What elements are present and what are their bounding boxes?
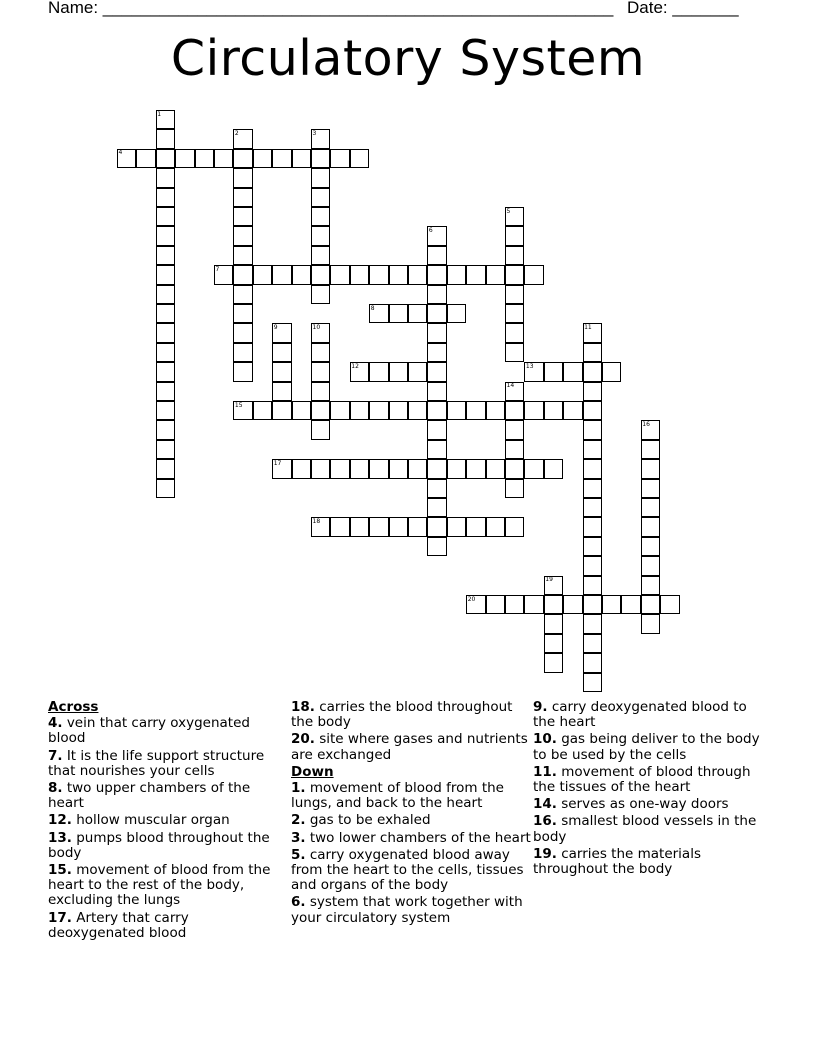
grid-cell[interactable]: [427, 382, 446, 401]
clue-text: pumps blood throughout the body: [48, 829, 270, 861]
grid-cell[interactable]: [233, 285, 252, 304]
grid-cell[interactable]: [311, 207, 330, 226]
grid-cell[interactable]: [583, 537, 602, 556]
clue-number: 8.: [48, 780, 63, 797]
clue-number-label: 2: [234, 129, 239, 137]
grid-cell[interactable]: [272, 343, 291, 362]
grid-cell[interactable]: [602, 362, 621, 381]
grid-cell[interactable]: [156, 168, 175, 187]
clue-number-label: 9: [273, 323, 278, 331]
grid-cell[interactable]: [641, 420, 660, 439]
grid-cell[interactable]: [156, 285, 175, 304]
grid-cell[interactable]: [233, 323, 252, 342]
clue-text: movement of blood through the tissues of the heart: [533, 763, 751, 796]
name-field[interactable]: Name: ______________________________________________________: [48, 0, 614, 17]
clue-number: 11.: [533, 763, 557, 780]
clue-number: 3.: [291, 829, 306, 846]
grid-cell[interactable]: [447, 459, 466, 478]
grid-cell[interactable]: [641, 459, 660, 478]
grid-cell[interactable]: [583, 440, 602, 459]
grid-cell[interactable]: [233, 168, 252, 187]
clue-number: 17.: [48, 909, 72, 926]
grid-cell[interactable]: [272, 265, 291, 284]
grid-cell[interactable]: [583, 576, 602, 595]
grid-cell[interactable]: [311, 420, 330, 439]
clue-number: 7.: [48, 747, 63, 764]
clue-text: two lower chambers of the heart: [305, 829, 531, 846]
grid-cell[interactable]: [292, 149, 311, 168]
grid-cell[interactable]: [427, 459, 446, 478]
grid-cell[interactable]: [233, 188, 252, 207]
grid-cell[interactable]: [350, 517, 369, 536]
grid-cell[interactable]: [563, 595, 582, 614]
grid-cell[interactable]: [156, 382, 175, 401]
grid-cell[interactable]: [505, 420, 524, 439]
grid-cell[interactable]: [175, 149, 194, 168]
grid-cell[interactable]: [156, 323, 175, 342]
grid-cell[interactable]: [427, 343, 446, 362]
across-clue: [48, 813, 288, 828]
grid-cell[interactable]: [408, 517, 427, 536]
grid-cell[interactable]: [505, 401, 524, 420]
grid-cell[interactable]: [330, 459, 349, 478]
grid-cell[interactable]: [427, 401, 446, 420]
grid-cell[interactable]: [233, 149, 252, 168]
grid-cell[interactable]: [272, 382, 291, 401]
grid-cell[interactable]: [544, 653, 563, 672]
date-field[interactable]: Date: _______: [627, 0, 739, 17]
grid-cell[interactable]: [641, 576, 660, 595]
grid-cell[interactable]: [272, 362, 291, 381]
grid-cell[interactable]: [311, 517, 330, 536]
grid-cell[interactable]: [641, 595, 660, 614]
grid-cell[interactable]: [350, 459, 369, 478]
grid-cell[interactable]: [583, 634, 602, 653]
clue-number-label: 6: [428, 226, 433, 234]
grid-cell[interactable]: [311, 285, 330, 304]
grid-cell[interactable]: [311, 382, 330, 401]
grid-cell[interactable]: [350, 265, 369, 284]
grid-cell[interactable]: [389, 265, 408, 284]
grid-cell[interactable]: [389, 517, 408, 536]
clue-number-label: 18: [312, 517, 321, 525]
grid-cell[interactable]: [583, 517, 602, 536]
grid-cell[interactable]: [563, 401, 582, 420]
clue-number: 10.: [533, 731, 557, 748]
grid-cell[interactable]: [156, 265, 175, 284]
across-clue: [48, 831, 288, 861]
grid-cell[interactable]: [369, 517, 388, 536]
grid-cell[interactable]: [427, 285, 446, 304]
grid-cell[interactable]: [427, 323, 446, 342]
grid-cell[interactable]: [641, 556, 660, 575]
grid-cell[interactable]: [156, 343, 175, 362]
grid-cell[interactable]: [156, 110, 175, 129]
clue-text: carries the blood throughout the body: [291, 699, 513, 731]
grid-cell[interactable]: [641, 537, 660, 556]
grid-cell[interactable]: [156, 479, 175, 498]
clue-text: vein that carry oxygenated blood: [48, 715, 250, 747]
grid-cell[interactable]: [311, 226, 330, 245]
clue-number: 16.: [533, 813, 557, 830]
clue-column-3: [533, 700, 773, 879]
clue-text: gas to be exhaled: [305, 812, 431, 829]
clue-text: movement of blood from the lungs, and back to the heart: [291, 780, 504, 812]
across-clue: [48, 716, 288, 746]
grid-cell[interactable]: [447, 401, 466, 420]
grid-cell[interactable]: [195, 149, 214, 168]
grid-cell[interactable]: [330, 401, 349, 420]
grid-cell[interactable]: [505, 343, 524, 362]
grid-cell[interactable]: [330, 517, 349, 536]
grid-cell[interactable]: [505, 265, 524, 284]
grid-cell[interactable]: [486, 265, 505, 284]
clue-text: carries the materials throughout the body: [533, 845, 701, 878]
grid-cell[interactable]: [117, 149, 136, 168]
grid-cell[interactable]: [544, 595, 563, 614]
grid-cell[interactable]: [505, 382, 524, 401]
clue-text: site where gases and nutrients are exchanged: [291, 731, 528, 763]
grid-cell[interactable]: [427, 498, 446, 517]
grid-cell[interactable]: [233, 362, 252, 381]
grid-cell[interactable]: [214, 265, 233, 284]
grid-cell[interactable]: [214, 149, 233, 168]
down-clue: [291, 895, 531, 925]
clue-number-label: 7: [215, 265, 220, 273]
grid-cell[interactable]: [583, 343, 602, 362]
grid-cell[interactable]: [583, 401, 602, 420]
grid-cell[interactable]: [350, 149, 369, 168]
grid-cell[interactable]: [544, 401, 563, 420]
grid-cell[interactable]: [369, 401, 388, 420]
grid-cell[interactable]: [233, 343, 252, 362]
grid-cell[interactable]: [427, 246, 446, 265]
grid-cell[interactable]: [272, 401, 291, 420]
across-clue: [48, 863, 288, 909]
grid-cell[interactable]: [156, 188, 175, 207]
clue-column-2: [291, 700, 531, 928]
grid-cell[interactable]: [389, 304, 408, 323]
clue-number: 15.: [48, 862, 72, 879]
clue-text: smallest blood vessels in the body: [533, 813, 757, 845]
grid-cell[interactable]: [253, 265, 272, 284]
grid-cell[interactable]: [583, 614, 602, 633]
grid-cell[interactable]: [408, 304, 427, 323]
grid-cell[interactable]: [156, 459, 175, 478]
grid-cell[interactable]: [408, 265, 427, 284]
grid-cell[interactable]: [466, 459, 485, 478]
grid-cell[interactable]: [505, 207, 524, 226]
grid-cell[interactable]: [156, 401, 175, 420]
page-title: Circulatory System: [170, 30, 646, 87]
grid-cell[interactable]: [524, 362, 543, 381]
grid-cell[interactable]: [583, 653, 602, 672]
grid-cell[interactable]: [408, 401, 427, 420]
grid-cell[interactable]: [292, 401, 311, 420]
clue-number-label: 1: [157, 110, 162, 118]
grid-cell[interactable]: [486, 401, 505, 420]
grid-cell[interactable]: [583, 382, 602, 401]
grid-cell[interactable]: [466, 265, 485, 284]
grid-cell[interactable]: [602, 595, 621, 614]
grid-cell[interactable]: [330, 265, 349, 284]
clue-number: 19.: [533, 845, 557, 862]
clue-text: gas being deliver to the body to be used by the cells: [533, 731, 760, 763]
grid-cell[interactable]: [466, 401, 485, 420]
grid-cell[interactable]: [253, 149, 272, 168]
down-clue: [291, 831, 531, 846]
grid-cell[interactable]: [583, 323, 602, 342]
grid-cell[interactable]: [505, 595, 524, 614]
clue-number-label: 20: [467, 595, 476, 603]
clue-number-label: 15: [234, 401, 243, 409]
grid-cell[interactable]: [311, 188, 330, 207]
clue-number-label: 11: [584, 323, 592, 331]
grid-cell[interactable]: [583, 595, 602, 614]
down-clue: [291, 781, 531, 811]
grid-cell[interactable]: [233, 129, 252, 148]
clue-number: 6.: [291, 894, 306, 911]
grid-cell[interactable]: [156, 420, 175, 439]
grid-cell[interactable]: [544, 459, 563, 478]
grid-cell[interactable]: [136, 149, 155, 168]
grid-cell[interactable]: [505, 323, 524, 342]
grid-cell[interactable]: [427, 440, 446, 459]
grid-cell[interactable]: [233, 207, 252, 226]
clue-number: 4.: [48, 715, 63, 732]
grid-cell[interactable]: [427, 265, 446, 284]
clue-number: 1.: [291, 780, 306, 797]
grid-cell[interactable]: [544, 362, 563, 381]
clue-number-label: 4: [118, 149, 123, 157]
grid-cell[interactable]: [583, 673, 602, 692]
grid-cell[interactable]: [641, 479, 660, 498]
grid-cell[interactable]: [544, 634, 563, 653]
clue-number: 9.: [533, 699, 548, 715]
grid-cell[interactable]: [156, 226, 175, 245]
grid-cell[interactable]: [389, 401, 408, 420]
grid-cell[interactable]: [505, 517, 524, 536]
grid-cell[interactable]: [583, 498, 602, 517]
grid-cell[interactable]: [272, 323, 291, 342]
grid-cell[interactable]: [156, 362, 175, 381]
grid-cell[interactable]: [524, 595, 543, 614]
grid-cell[interactable]: [447, 265, 466, 284]
grid-cell[interactable]: [544, 614, 563, 633]
grid-cell[interactable]: [311, 246, 330, 265]
grid-cell[interactable]: [466, 517, 485, 536]
grid-cell[interactable]: [311, 343, 330, 362]
grid-cell[interactable]: [369, 459, 388, 478]
down-clue: [291, 848, 531, 894]
clue-text: It is the life support structure that nourishes your cells: [48, 747, 265, 779]
grid-cell[interactable]: [447, 304, 466, 323]
grid-cell[interactable]: [447, 517, 466, 536]
grid-cell[interactable]: [524, 265, 543, 284]
grid-cell[interactable]: [292, 265, 311, 284]
grid-cell[interactable]: [233, 246, 252, 265]
grid-cell[interactable]: [505, 246, 524, 265]
clue-text: system that work together with your circulatory system: [291, 894, 523, 926]
grid-cell[interactable]: [505, 304, 524, 323]
grid-cell[interactable]: [311, 129, 330, 148]
grid-cell[interactable]: [466, 595, 485, 614]
grid-cell[interactable]: [583, 459, 602, 478]
clue-text: two upper chambers of the heart: [48, 780, 251, 812]
grid-cell[interactable]: [311, 265, 330, 284]
clue-number-label: 8: [370, 304, 375, 312]
grid-cell[interactable]: [641, 440, 660, 459]
grid-cell[interactable]: [311, 149, 330, 168]
grid-cell[interactable]: [156, 246, 175, 265]
grid-cell[interactable]: [389, 362, 408, 381]
grid-cell[interactable]: [292, 459, 311, 478]
clue-number-label: 19: [545, 576, 553, 584]
clue-text: carry oxygenated blood away from the heart to the cells, tissues and organs of the body: [291, 846, 524, 894]
down-clue: [533, 765, 773, 795]
clue-text: carry deoxygenated blood to the heart: [533, 699, 747, 731]
clue-text: movement of blood from the heart to the rest of the body, excluding the lungs: [48, 862, 271, 909]
clue-number-label: 3: [312, 129, 317, 137]
grid-cell[interactable]: [427, 304, 446, 323]
grid-cell[interactable]: [427, 420, 446, 439]
grid-cell[interactable]: [563, 362, 582, 381]
grid-cell[interactable]: [583, 362, 602, 381]
grid-cell[interactable]: [408, 362, 427, 381]
grid-cell[interactable]: [369, 304, 388, 323]
clue-number-label: 14: [506, 382, 515, 390]
grid-cell[interactable]: [272, 149, 291, 168]
across-clue: [48, 749, 288, 779]
grid-cell[interactable]: [524, 401, 543, 420]
grid-cell[interactable]: [389, 459, 408, 478]
grid-cell[interactable]: [330, 149, 349, 168]
across-clue: [48, 911, 288, 941]
across-clue: [48, 781, 288, 811]
grid-cell[interactable]: [272, 459, 291, 478]
down-clue: [291, 813, 531, 828]
grid-cell[interactable]: [641, 614, 660, 633]
down-clue: [533, 797, 773, 812]
grid-cell[interactable]: [156, 440, 175, 459]
grid-cell[interactable]: [486, 517, 505, 536]
grid-cell[interactable]: [233, 304, 252, 323]
grid-cell[interactable]: [486, 595, 505, 614]
clue-number: 12.: [48, 812, 72, 829]
grid-cell[interactable]: [505, 440, 524, 459]
grid-cell[interactable]: [505, 285, 524, 304]
clue-number: 5.: [291, 846, 306, 863]
clue-number-label: 16: [642, 420, 650, 428]
grid-cell[interactable]: [311, 323, 330, 342]
down-clue: [533, 847, 773, 877]
grid-cell[interactable]: [350, 362, 369, 381]
grid-cell[interactable]: [156, 129, 175, 148]
grid-cell[interactable]: [660, 595, 679, 614]
clue-number-label: 17: [273, 459, 282, 467]
clue-column-1: [48, 700, 288, 943]
clue-number-label: 12: [351, 362, 359, 370]
grid-cell[interactable]: [369, 362, 388, 381]
grid-cell[interactable]: [233, 401, 252, 420]
grid-cell[interactable]: [641, 517, 660, 536]
down-clue: [533, 700, 773, 730]
clue-number-label: 5: [506, 207, 511, 215]
clue-text: Artery that carry deoxygenated blood: [48, 909, 189, 941]
grid-cell[interactable]: [641, 498, 660, 517]
clue-number: 18.: [291, 699, 315, 715]
grid-cell[interactable]: [350, 401, 369, 420]
grid-cell[interactable]: [311, 401, 330, 420]
across-clue: [291, 700, 531, 730]
down-clue: [533, 732, 773, 762]
grid-cell[interactable]: [156, 207, 175, 226]
grid-cell[interactable]: [311, 459, 330, 478]
grid-cell[interactable]: [156, 304, 175, 323]
grid-cell[interactable]: [544, 576, 563, 595]
down-heading: Down: [291, 763, 334, 780]
grid-cell[interactable]: [427, 362, 446, 381]
grid-cell[interactable]: [621, 595, 640, 614]
grid-cell[interactable]: [505, 459, 524, 478]
grid-cell[interactable]: [427, 517, 446, 536]
grid-cell[interactable]: [369, 265, 388, 284]
clue-number: 13.: [48, 829, 72, 846]
grid-cell[interactable]: [524, 459, 543, 478]
grid-cell[interactable]: [583, 479, 602, 498]
across-clue: [291, 732, 531, 762]
grid-cell[interactable]: [408, 459, 427, 478]
clue-number-label: 10: [312, 323, 321, 331]
grid-cell[interactable]: [583, 420, 602, 439]
grid-cell[interactable]: [311, 168, 330, 187]
grid-cell[interactable]: [311, 362, 330, 381]
grid-cell[interactable]: [505, 226, 524, 245]
grid-cell[interactable]: [427, 226, 446, 245]
clue-number: 20.: [291, 731, 315, 748]
clue-number: 2.: [291, 812, 306, 829]
clue-number: 14.: [533, 796, 557, 813]
grid-cell[interactable]: [156, 149, 175, 168]
grid-cell[interactable]: [427, 479, 446, 498]
clue-number-label: 13: [525, 362, 534, 370]
down-clue: [533, 814, 773, 844]
grid-cell[interactable]: [233, 265, 252, 284]
across-heading: Across: [48, 699, 99, 715]
grid-cell[interactable]: [486, 459, 505, 478]
grid-cell[interactable]: [233, 226, 252, 245]
clue-text: serves as one-way doors: [556, 796, 729, 813]
clue-text: hollow muscular organ: [71, 812, 230, 829]
grid-cell[interactable]: [583, 556, 602, 575]
grid-cell[interactable]: [505, 479, 524, 498]
grid-cell[interactable]: [253, 401, 272, 420]
grid-cell[interactable]: [427, 537, 446, 556]
